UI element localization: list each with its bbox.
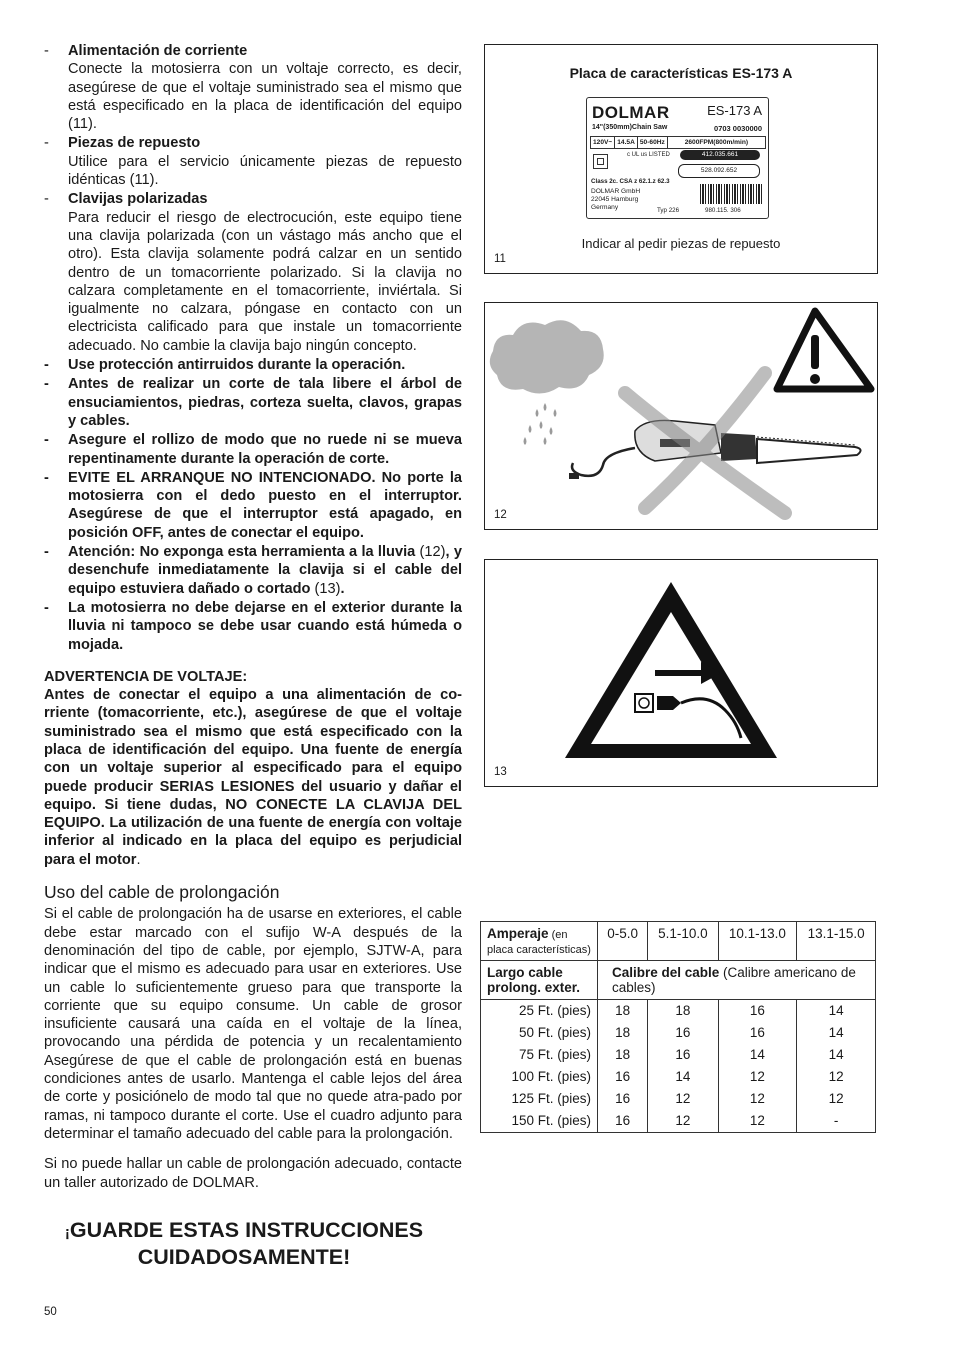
warning-end: .: [136, 851, 141, 868]
list-item-power: [44, 42, 462, 133]
list-item-unintended-start: [44, 469, 462, 542]
item-text: Atención: No exponga esta herramienta a la lluvia: [68, 544, 416, 561]
serial-number: 0703 0030000: [714, 124, 762, 133]
fig-ref-12: (12): [415, 544, 446, 561]
spec-row: [590, 136, 766, 149]
double-insulation-icon: [593, 154, 608, 169]
gauge-cell: 14: [797, 1022, 876, 1044]
gauge-cell: 16: [598, 1088, 648, 1110]
figure-number: 13: [494, 766, 507, 778]
list-dash: -: [44, 43, 49, 59]
article-code: 980.115. 306: [705, 207, 741, 214]
spec-frequency: 50-60Hz: [638, 137, 668, 148]
list-item-outdoor: [44, 599, 462, 654]
type-number: Typ 226: [657, 207, 680, 214]
item-text: Use protección antirruidos durante la operación.: [68, 357, 406, 374]
figure-unplug-warning: [484, 559, 878, 787]
gauge-label: Calibre del cable: [612, 965, 720, 980]
gauge-cell: 18: [648, 1000, 718, 1023]
gauge-cell: 16: [598, 1110, 648, 1133]
item-body: Para reducir el riesgo de electrocución, este equipo tiene una clavija polarizada (con un vástago más ancho que el otro). Esta clavija solamente podrá calzar en un sentido dentro de un tomacorriente polarizado. Si la clavija no calzara completamente en el tomacorriente, inviértala. Si igualmente no calzara, póngase en contacto con un electricista calificado para que instale un tomacorriente adecuado. No cambie la clavija bajo ningún concepto.: [68, 209, 462, 354]
gauge-table: [480, 921, 876, 1133]
amperage-sub: (en placa características): [487, 929, 591, 956]
paragraph: Si el cable de prolongación ha de usarse en exteriores, el cable debe estar marcado con el sufijo W-A después de la denominación del tipo de cable, por ejemplo, SJTW-A, para indicar que el mismo es adecuado para usar en exteriores. Use un cable lo suficientemente grueso para que transporte la corriente que su equipo consume. Un cable de grosor insuficiente causará una caída en el voltaje de la línea, provocando una pérdida de potencia y un recalentamiento Asegúrese de que el cable de prolongación está en buenas condiciones antes de usarlo. Mantenga el cable lejos del área de corte y posiciónelo de modo tal que no quede atra-pado por ramas, ni tampoco durante el corte. Use el cuadro adjunto para determinar el tamaño adecuado del cable para la prolongación.: [44, 906, 462, 1142]
list-dash: -: [44, 191, 49, 208]
item-body: Conecte la motosierra con un voltaje correcto, es decir, asegúrese de que el voltaje suministrado sea el mismo que está especificado en la placa de identificación del equipo (11).: [68, 61, 462, 133]
gauge-cell: 12: [718, 1088, 797, 1110]
inverted-exclamation: ¡: [64, 1223, 70, 1241]
figure-title: Placa de características ES-173 A: [569, 65, 793, 81]
address-line: DOLMAR GmbH: [591, 188, 641, 195]
table-row: [481, 1000, 876, 1023]
gauge-cell: 14: [648, 1066, 718, 1088]
brand-logo: DOLMAR: [592, 103, 670, 122]
chain-bar-number: 412.035.661: [680, 150, 760, 160]
item-heading: Clavijas polarizadas: [68, 191, 208, 208]
item-text: EVITE EL ARRANQUE NO INTENCIONADO. No porte la motosierra con el dedo puesto en el interruptor. Asegúrese de que el interruptor está apagado, en posición OFF, antes de conectar el equipo.: [68, 469, 462, 541]
unplug-warning-illustration: [485, 560, 877, 786]
item-text: , y desenchufe inmediatamente la clavija si el cable del equipo estuviera dañado o cortado: [68, 544, 462, 597]
item-heading: Piezas de repuesto: [68, 135, 201, 152]
gauge-cell: 16: [648, 1044, 718, 1066]
table-row: [481, 1022, 876, 1044]
rating-plate: [586, 97, 769, 219]
figure-caption: Indicar al pedir piezas de repuesto: [581, 236, 781, 251]
item-text: Asegure el rollizo de modo que no ruede ni se mueva repentinamente durante la operación de corte.: [68, 432, 462, 467]
extension-cord-table: [480, 921, 876, 1133]
list-dash: -: [44, 432, 49, 449]
table-row: [481, 1088, 876, 1110]
warning-title: ADVERTENCIA DE VOLTAJE:: [44, 668, 248, 685]
rain-chainsaw-illustration: [485, 303, 877, 529]
length-label: [481, 961, 598, 1000]
length-cell: 125 Ft. (pies): [481, 1088, 598, 1110]
warning-triangle-icon: [777, 311, 871, 389]
gauge-sub: (Calibre americano de cables): [612, 965, 856, 995]
list-item-polarized-plugs: [44, 190, 462, 355]
title-line-2: CUIDADOSAMENTE!: [137, 1244, 351, 1269]
amp-range: 5.1-10.0: [648, 922, 718, 961]
page-number: 50: [44, 1306, 57, 1318]
length-label-text: Largo cable prolong. exter.: [487, 965, 581, 995]
address-line: Germany: [591, 204, 619, 211]
length-cell: 50 Ft. (pies): [481, 1022, 598, 1044]
spec-current: 14.5A: [615, 137, 638, 148]
bar-length: 14"(350mm)Chain Saw: [592, 124, 668, 131]
gauge-cell: 12: [718, 1110, 797, 1133]
gauge-cell: 12: [797, 1088, 876, 1110]
list-item-secure-log: [44, 431, 462, 468]
amp-range: 13.1-15.0: [797, 922, 876, 961]
model-label: ES-173 A: [707, 103, 762, 118]
figure-no-rain: [484, 302, 878, 530]
item-body: Utilice para el servicio únicamente piezas de repuesto idénticas (11).: [68, 153, 462, 189]
address-line: 22045 Hamburg: [591, 196, 639, 203]
list-dash: -: [44, 599, 49, 616]
gauge-cell: 16: [648, 1022, 718, 1044]
rain-drops-icon: [524, 403, 557, 445]
gauge-cell: 18: [598, 1000, 648, 1023]
chain-number: 528.092.652: [678, 164, 760, 178]
item-text: .: [340, 580, 345, 597]
section-title: Uso del cable de prolongación: [44, 882, 280, 903]
length-cell: 100 Ft. (pies): [481, 1066, 598, 1088]
figure-number: 12: [494, 509, 507, 521]
item-text: Antes de realizar un corte de tala libere el árbol de ensuciamientos, piedras, corteza suelta, clavos, grapas y cables.: [68, 376, 462, 429]
table-row: [481, 1066, 876, 1088]
table-row: [481, 1110, 876, 1133]
amp-range: 0-5.0: [598, 922, 648, 961]
voltage-warning: [44, 668, 462, 869]
save-instructions-title: [44, 1218, 444, 1269]
gauge-label-cell: [598, 961, 876, 1000]
amperage-label-cell: [481, 922, 598, 961]
title-line-1: GUARDE ESTAS INSTRUCCIONES: [69, 1217, 424, 1242]
list-dash: -: [44, 469, 49, 486]
csa-class: Class 2c. CSA z 62.1.z 62.3: [591, 178, 670, 185]
list-item-clear-tree: [44, 375, 462, 430]
warning-body: Antes de conectar el equipo a una alimentación de co-rriente (tomacorriente, etc.), asegúrese de que el voltaje suministrado sea el mismo que está especificado con la placa de identificación del equipo. Una fuente de energía con un voltaje superior al especificado para el equipo puede producir SERIAS LESIONES del usuario y dañar el equipo. Si tiene dudas, NO CONECTE LA CLAVIJA DEL EQUIPO. La utilización de una fuente de energía con voltaje inferior al indicado en la placa del equipo es perjudicial para el motor: [44, 687, 462, 868]
gauge-cell: 12: [797, 1066, 876, 1088]
spec-voltage: 120V~: [591, 137, 615, 148]
gauge-cell: 12: [648, 1110, 718, 1133]
item-heading: Alimentación de corriente: [68, 43, 248, 59]
gauge-cell: 12: [718, 1066, 797, 1088]
gauge-header-row: [481, 961, 876, 1000]
list-item-hearing: [44, 356, 462, 374]
gauge-cell: 14: [797, 1000, 876, 1023]
list-dash: -: [44, 544, 49, 561]
length-cell: 150 Ft. (pies): [481, 1110, 598, 1133]
paragraph: Si no puede hallar un cable de prolongación adecuado, contacte un taller autorizado de DOLMAR.: [44, 1156, 462, 1191]
list-item-spare-parts: [44, 134, 462, 189]
gauge-cell: 16: [598, 1066, 648, 1088]
item-text: La motosierra no debe dejarse en el exterior durante la lluvia ni tampoco se debe usar cuando está húmeda o mojada.: [68, 599, 462, 653]
spec-chain-speed: 2600FPM(800m/min): [684, 139, 749, 146]
amp-range: 10.1-13.0: [718, 922, 797, 961]
list-dash: -: [44, 376, 49, 393]
gauge-cell: -: [797, 1110, 876, 1133]
fig-ref-13: (13): [310, 580, 341, 597]
amperage-header-row: [481, 922, 876, 961]
ul-listed-mark: c UL us LISTED: [627, 152, 670, 158]
table-row: [481, 1044, 876, 1066]
list-item-rain: [44, 543, 462, 598]
left-column: [44, 42, 462, 1269]
cloud-icon: [490, 320, 604, 393]
gauge-cell: 18: [598, 1022, 648, 1044]
manufacturer-address: [591, 188, 640, 212]
gauge-cell: 14: [797, 1044, 876, 1066]
gauge-cell: 14: [718, 1044, 797, 1066]
list-dash: -: [44, 357, 49, 374]
length-cell: 25 Ft. (pies): [481, 1000, 598, 1023]
list-dash: -: [44, 135, 49, 152]
figure-rating-plate: [484, 44, 878, 274]
gauge-cell: 16: [718, 1022, 797, 1044]
gauge-cell: 12: [648, 1088, 718, 1110]
gauge-cell: 16: [718, 1000, 797, 1023]
figure-number: 11: [494, 253, 506, 265]
length-cell: 75 Ft. (pies): [481, 1044, 598, 1066]
barcode-icon: [700, 184, 762, 204]
amperage-label: Amperaje: [487, 926, 549, 941]
gauge-cell: 18: [598, 1044, 648, 1066]
